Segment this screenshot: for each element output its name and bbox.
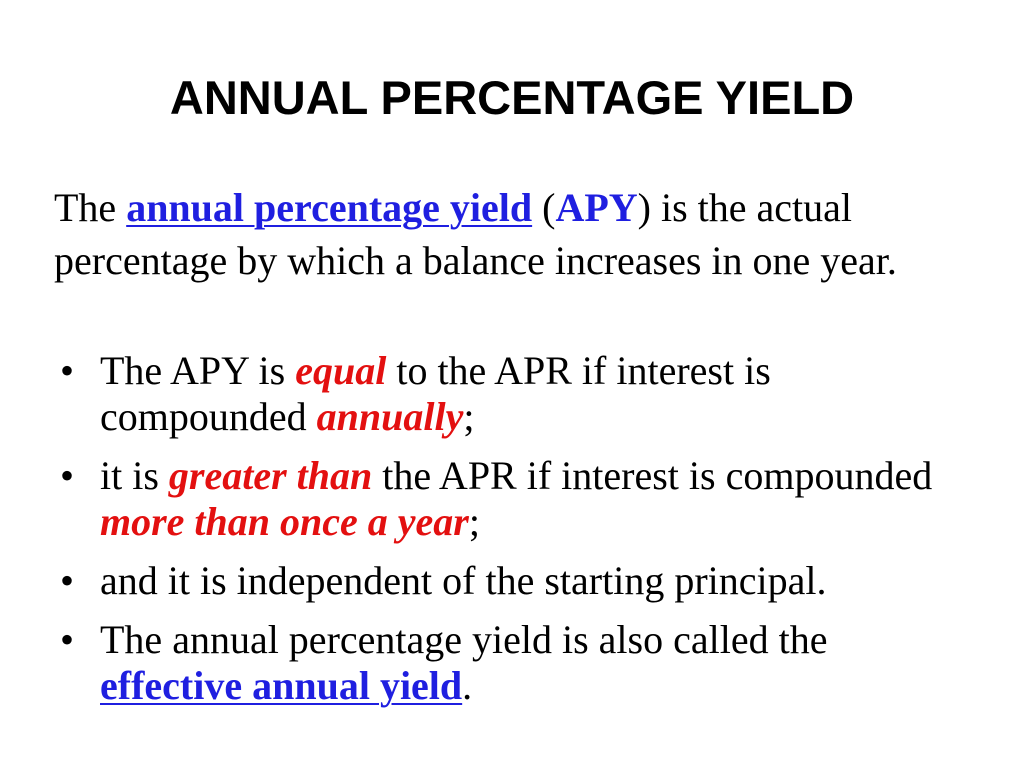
intro-text-post: ) is the actual percentage by which a balance increases in one year.: [54, 185, 897, 283]
bullet-text-post: ;: [463, 394, 475, 439]
bullet-item-independent: [54, 558, 974, 604]
bullet-text-mid: to the APR if interest is compounded: [100, 348, 771, 439]
intro-text-pre: The: [54, 185, 127, 230]
bullet-text-pre: The annual percentage yield is also called the: [100, 617, 828, 662]
bullet-text-post: .: [462, 663, 473, 708]
bullet-dot-icon: •: [60, 453, 75, 498]
bullet-text: and it is independent of the starting principal.: [100, 558, 827, 603]
intro-text-mid: (: [532, 185, 556, 230]
apy-abbreviation: APY: [555, 185, 638, 230]
bullet-text-pre: it is: [100, 453, 169, 498]
intro-paragraph: [54, 181, 984, 287]
bullet-item-also-called: [54, 617, 974, 709]
bullet-text-pre: The APY is: [100, 348, 296, 393]
emphasis-annually: annually: [316, 394, 464, 439]
apy-term-link[interactable]: annual percentage yield: [126, 185, 533, 230]
bullet-list: [54, 348, 974, 722]
effective-annual-yield-link[interactable]: effective annual yield: [100, 663, 463, 708]
emphasis-more-than-once: more than once a year: [100, 499, 469, 544]
bullet-text-post: ;: [468, 499, 480, 544]
bullet-dot-icon: •: [60, 348, 75, 393]
bullet-item-equal: [54, 348, 974, 440]
bullet-dot-icon: •: [60, 558, 75, 603]
bullet-item-greater: [54, 453, 974, 545]
emphasis-equal: equal: [295, 348, 387, 393]
emphasis-greater-than: greater than: [168, 453, 373, 498]
bullet-text-mid: the APR if interest is compounded: [372, 453, 933, 498]
bullet-dot-icon: •: [60, 617, 75, 662]
slide-title: ANNUAL PERCENTAGE YIELD: [169, 71, 855, 124]
